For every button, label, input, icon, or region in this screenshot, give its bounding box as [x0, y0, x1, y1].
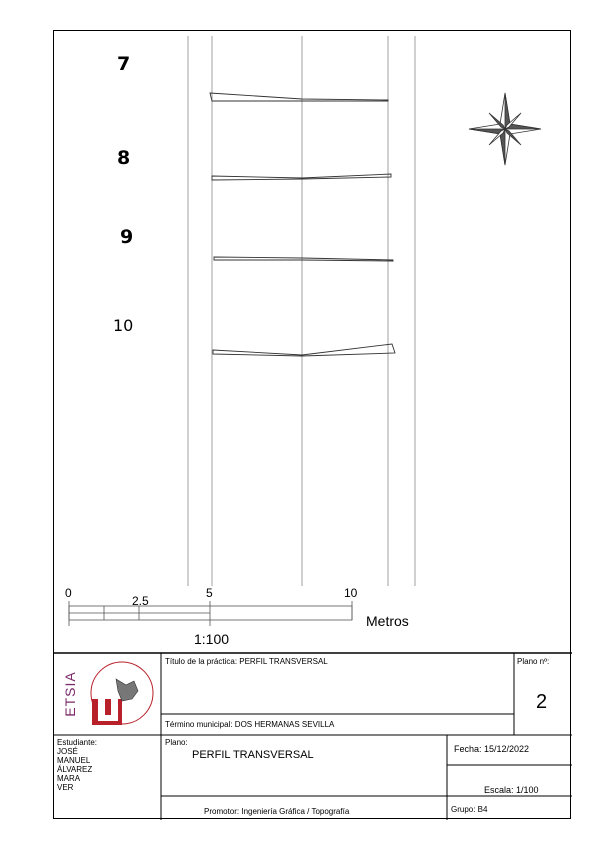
station-label-7: 7 [117, 53, 131, 75]
scale-ratio: 1:100 [194, 631, 230, 647]
plano-label: Plano: [165, 738, 188, 747]
north-arrow-compass-rose-icon [469, 93, 541, 165]
fecha: Fecha: 15/12/2022 [454, 744, 530, 754]
plano-number-value: 2 [536, 691, 548, 713]
station-label-9: 9 [120, 226, 134, 248]
grupo: Grupo: B4 [451, 805, 488, 814]
profile-drawing [54, 31, 572, 820]
escala: Escala: 1/100 [484, 785, 539, 795]
scale-bar [69, 601, 352, 626]
termino-municipal: Término municipal: DOS HERMANAS SEVILLA [165, 720, 335, 729]
estudiante-line-4: MARA [57, 774, 81, 783]
drawing-sheet [53, 30, 571, 819]
university-seal-logo-icon [91, 662, 153, 725]
estudiante-line-5: VER [57, 783, 74, 792]
scale-tick-2.5: 2.5 [132, 594, 149, 608]
profile-section-7 [210, 93, 388, 101]
scale-unit-label: Metros [366, 613, 409, 629]
scale-tick-0: 0 [65, 586, 72, 600]
profile-section-9 [214, 257, 393, 261]
etsia-logo-text: ETSIA [62, 671, 78, 717]
station-label-10: 10 [113, 316, 134, 335]
scale-tick-5: 5 [206, 586, 213, 600]
titulo-practica: Título de la práctica: PERFIL TRANSVERSAL [165, 657, 328, 666]
estudiante-line-3: ÁLVAREZ [57, 765, 93, 774]
estudiante-label: Estudiante: [57, 738, 98, 747]
profile-section-8 [212, 174, 391, 180]
plano-number-label: Plano nº: [517, 657, 550, 666]
plano-value: PERFIL TRANSVERSAL [192, 749, 314, 761]
estudiante-line-2: MANUEL [57, 756, 91, 765]
promotor: Promotor: Ingeniería Gráfica / Topografía [204, 807, 350, 816]
station-label-8: 8 [117, 147, 131, 169]
estudiante-line-1: JOSÉ [57, 747, 78, 756]
profile-section-10 [213, 344, 395, 356]
scale-tick-10: 10 [344, 586, 358, 600]
